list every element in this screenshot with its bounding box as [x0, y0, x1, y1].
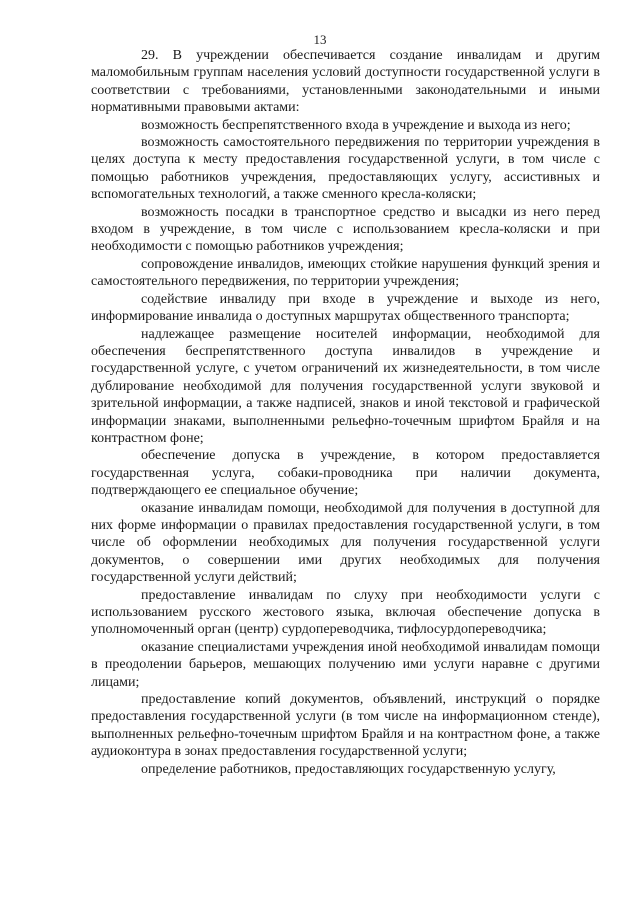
list-item-information-placement: надлежащее размещение носителей информации, необходимой для обеспечения беспрепятственного доступа инвалидов в учреждение и государственной услуге, с учетом ограничений их жизнедеятельности, в том числе дублирование необходимой для получения государственной услуги звуковой и зрительной информации, а также надписей, знаков и иной текстовой и графической информации знаками, выполненными рельефно-точечным шрифтом Брайля и на контрастном фоне;: [91, 326, 600, 446]
list-item-assistance-routes: содействие инвалиду при входе в учреждение и выходе из него, информирование инвалида о доступных маршрутах общественного транспорта;: [91, 291, 600, 325]
list-item-braille-copies: предоставление копий документов, объявлений, инструкций о порядке предоставления государственной услуги (в том числе на информационном стенде), выполненных рельефно-точечным шрифтом Брайля и на контрастном фоне, а также аудиоконтура в зонах предоставления государственной услуги;: [91, 692, 600, 760]
paragraph-29-intro: 29. В учреждении обеспечивается создание инвалидам и другим маломобильным группам населения условий доступности государственной услуги в соответствии с требованиями, установленными законодательными и иными нормативными правовыми актами:: [91, 48, 600, 116]
list-item-escort: сопровождение инвалидов, имеющих стойкие нарушения функций зрения и самостоятельного передвижения, по территории учреждения;: [91, 256, 600, 290]
document-body: [91, 47, 600, 778]
list-item-transport-boarding: возможность посадки в транспортное средство и высадки из него перед входом в учреждение, в том числе с использованием кресла-коляски и при необходимости с помощью работников учреждения;: [91, 204, 600, 255]
list-item-sign-language: предоставление инвалидам по слуху при необходимости услуги с использованием русского жестового языка, включая обеспечение допуска в уполномоченный орган (центр) сурдопереводчика, тифлосурдопереводчика;: [91, 587, 600, 638]
page-number: 13: [313, 32, 327, 47]
list-item-entry-exit: возможность беспрепятственного входа в учреждение и выхода из него;: [141, 117, 571, 133]
list-item-barrier-help: оказание специалистами учреждения иной необходимой инвалидам помощи в преодолении барьеров, мешающих получению ими услуги наравне с другими лицами;: [91, 639, 600, 690]
list-item-movement: возможность самостоятельного передвижения по территории учреждения в целях доступа к месту предоставления государственной услуги, в том числе с помощью работников учреждения, предоставляющих услугу, ассистивных и вспомогательных технологий, а также сменного кресла-коляски;: [91, 135, 600, 203]
list-item-staff-assignment: определение работников, предоставляющих государственную услугу,: [141, 761, 556, 777]
list-item-guide-dog: обеспечение допуска в учреждение, в котором предоставляется государственная услуга, собаки-проводника при наличии документа, подтверждающего ее специальное обучение;: [91, 448, 600, 499]
list-item-information-help: оказание инвалидам помощи, необходимой для получения в доступной для них форме информации о правилах предоставления государственной услуги, в том числе об оформлении необходимых для получения государственной услуги документов, о совершении ими других необходимых для получения государственной услуги действий;: [91, 500, 600, 586]
